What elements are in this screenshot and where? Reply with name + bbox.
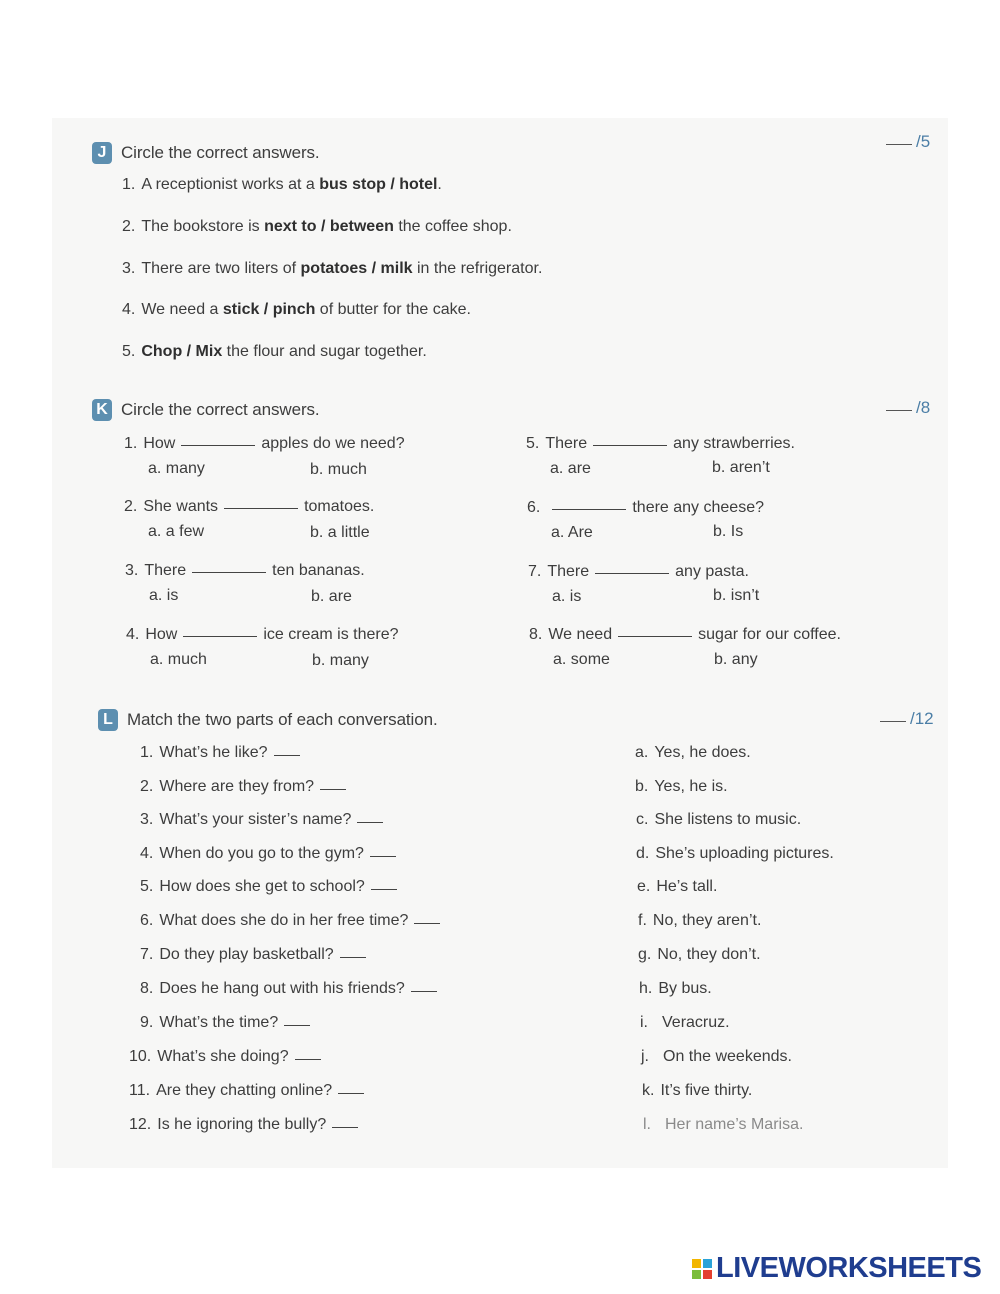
item-text: any pasta.: [675, 563, 749, 580]
section-k-header: [92, 399, 320, 421]
match-blank[interactable]: [357, 822, 383, 823]
k-item-1-option-a[interactable]: a. many: [148, 460, 205, 477]
k-item-4: [126, 626, 399, 644]
question-text: Do they play basketball?: [159, 946, 334, 963]
answer-text: She listens to music.: [654, 811, 802, 828]
item-number: 11.: [129, 1082, 151, 1099]
k-item-2-option-b[interactable]: b. a little: [310, 524, 370, 541]
question-text: What’s she doing?: [157, 1048, 289, 1065]
j-item-1: [122, 176, 442, 194]
item-number: 7.: [140, 946, 154, 963]
liveworksheets-logo: [692, 1252, 981, 1285]
item-text: There are two liters of: [141, 260, 301, 277]
question-text: Where are they from?: [159, 778, 315, 795]
item-number: 5.: [140, 878, 154, 895]
match-blank[interactable]: [295, 1059, 321, 1060]
item-number: 7.: [528, 563, 542, 580]
question-text: Is he ignoring the bully?: [157, 1116, 327, 1133]
score-blank[interactable]: [886, 144, 912, 145]
item-number: 4.: [126, 626, 140, 643]
k-item-7: [528, 563, 749, 581]
section-l-badge: L: [98, 709, 118, 731]
section-j-badge: J: [92, 142, 112, 164]
question-text: How does she get to school?: [159, 878, 365, 895]
item-text: There: [547, 563, 590, 580]
answer-text: No, they don’t.: [657, 946, 761, 963]
answer-blank[interactable]: [192, 572, 266, 573]
answer-letter: b.: [635, 778, 649, 795]
answer-text: On the weekends.: [663, 1048, 792, 1065]
answer-letter: i.: [640, 1014, 648, 1031]
k-item-4-option-b[interactable]: b. many: [312, 652, 369, 669]
item-number: 4.: [140, 845, 154, 862]
k-item-3-option-a[interactable]: a. is: [149, 587, 179, 604]
l-question-11: [129, 1082, 364, 1100]
item-text: We need a: [141, 301, 223, 318]
answer-choices[interactable]: stick / pinch: [222, 301, 316, 318]
section-k-badge: K: [92, 399, 112, 421]
section-j-score: [886, 132, 930, 152]
section-k-instruction: Circle the correct answers.: [121, 400, 320, 419]
l-question-10: [129, 1048, 321, 1066]
answer-text: It’s five thirty.: [660, 1082, 753, 1099]
l-answer-f: [638, 912, 761, 930]
item-text: the flour and sugar together.: [222, 343, 427, 360]
answer-choices[interactable]: potatoes / milk: [300, 260, 413, 277]
section-j-instruction: Circle the correct answers.: [121, 143, 320, 162]
score-blank[interactable]: [886, 410, 912, 411]
l-answer-b: [635, 778, 728, 796]
l-answer-a: [635, 744, 751, 762]
k-item-6-option-a[interactable]: a. Are: [551, 524, 593, 541]
j-item-3: [122, 260, 542, 278]
k-item-5-option-b[interactable]: b. aren’t: [712, 459, 770, 476]
answer-text: She’s uploading pictures.: [655, 845, 834, 862]
k-item-7-option-a[interactable]: a. is: [552, 588, 582, 605]
item-number: 12.: [129, 1116, 152, 1133]
logo-text: LIVEWORKSHEETS: [716, 1252, 982, 1284]
answer-letter: k.: [642, 1082, 655, 1099]
l-answer-c: [636, 811, 801, 829]
item-number: 10.: [129, 1048, 152, 1065]
l-answer-k: [642, 1082, 752, 1100]
section-k-score: [886, 398, 930, 418]
section-l-score: [880, 709, 934, 729]
l-answer-e: [637, 878, 717, 896]
answer-blank[interactable]: [595, 573, 669, 574]
l-answer-g: [638, 946, 761, 964]
item-text: .: [437, 176, 442, 193]
l-question-6: [140, 912, 440, 930]
answer-blank[interactable]: [224, 508, 298, 509]
l-question-8: [140, 980, 437, 998]
answer-letter: g.: [638, 946, 652, 963]
match-blank[interactable]: [340, 957, 366, 958]
item-number: 2.: [124, 498, 138, 515]
answer-blank[interactable]: [593, 445, 667, 446]
item-number: 1.: [124, 435, 138, 452]
match-blank[interactable]: [414, 923, 440, 924]
item-number: 9.: [140, 1014, 154, 1031]
match-blank[interactable]: [338, 1093, 364, 1094]
item-number: 5.: [526, 435, 540, 452]
l-question-5: [140, 878, 397, 896]
answer-letter: f.: [638, 912, 647, 929]
answer-text: Yes, he is.: [654, 778, 728, 795]
item-text: in the refrigerator.: [412, 260, 543, 277]
answer-letter: c.: [636, 811, 649, 828]
answer-letter: a.: [635, 744, 649, 761]
section-k-score-total: /8: [916, 398, 931, 417]
k-item-6-option-b[interactable]: b. Is: [713, 523, 744, 540]
l-answer-h: [639, 980, 712, 998]
section-j-header: [92, 142, 320, 164]
k-item-8-option-a[interactable]: a. some: [553, 651, 610, 668]
question-text: What’s your sister’s name?: [159, 811, 352, 828]
item-number: 1.: [122, 176, 136, 193]
answer-text: Veracruz.: [662, 1014, 730, 1031]
l-question-12: [129, 1116, 358, 1134]
answer-choices[interactable]: Chop / Mix: [141, 343, 223, 360]
answer-letter: l.: [643, 1116, 651, 1133]
k-item-5-option-a[interactable]: a. are: [550, 460, 591, 477]
k-item-1-option-b[interactable]: b. much: [310, 461, 367, 478]
answer-text: He’s tall.: [656, 878, 718, 895]
question-text: When do you go to the gym?: [159, 845, 364, 862]
l-answer-i: [640, 1014, 730, 1032]
answer-text: Her name’s Marisa.: [665, 1116, 804, 1133]
item-number: 8.: [529, 626, 543, 643]
item-number: 2.: [140, 778, 154, 795]
l-answer-d: [636, 845, 834, 863]
k-item-3: [125, 562, 365, 580]
k-item-2: [124, 498, 374, 516]
item-number: 3.: [125, 562, 139, 579]
logo-mark-icon: [692, 1259, 712, 1279]
question-text: What’s he like?: [159, 744, 268, 761]
item-text: tomatoes.: [304, 498, 375, 515]
l-answer-l: [643, 1116, 803, 1134]
l-question-9: [140, 1014, 310, 1032]
question-text: What does she do in her free time?: [159, 912, 409, 929]
item-text: How: [143, 435, 176, 452]
item-number: 2.: [122, 218, 136, 235]
answer-text: By bus.: [658, 980, 712, 997]
answer-blank[interactable]: [181, 445, 255, 446]
item-number: 5.: [122, 343, 136, 360]
question-text: What’s the time?: [159, 1014, 279, 1031]
score-blank[interactable]: [880, 721, 906, 722]
item-text: We need: [548, 626, 613, 643]
k-item-2-option-a[interactable]: a. a few: [148, 523, 205, 540]
k-item-4-option-a[interactable]: a. much: [150, 651, 207, 668]
match-blank[interactable]: [320, 789, 346, 790]
l-question-1: [140, 744, 300, 762]
item-number: 6.: [527, 499, 541, 516]
answer-choices[interactable]: bus stop / hotel: [319, 176, 438, 193]
section-j-score-total: /5: [916, 132, 931, 151]
item-text: How: [145, 626, 178, 643]
j-item-4: [122, 301, 471, 319]
section-l-header: [98, 709, 438, 731]
answer-letter: h.: [639, 980, 653, 997]
match-blank[interactable]: [332, 1127, 358, 1128]
question-text: Are they chatting online?: [156, 1082, 333, 1099]
item-text: apples do we need?: [261, 435, 405, 452]
match-blank[interactable]: [371, 889, 397, 890]
section-l-score-total: /12: [910, 709, 934, 728]
j-item-5: [122, 343, 427, 361]
item-text: There: [545, 435, 588, 452]
item-text: ten bananas.: [272, 562, 365, 579]
item-text: any strawberries.: [673, 435, 795, 452]
match-blank[interactable]: [370, 856, 396, 857]
item-text: A receptionist works at a: [141, 176, 320, 193]
answer-letter: j.: [641, 1048, 649, 1065]
item-number: 3.: [122, 260, 136, 277]
item-text: She wants: [143, 498, 219, 515]
item-text: ice cream is there?: [263, 626, 399, 643]
l-answer-j: [641, 1048, 792, 1066]
item-text: the coffee shop.: [393, 218, 512, 235]
item-text: there any cheese?: [632, 499, 764, 516]
match-blank[interactable]: [411, 991, 437, 992]
answer-choices[interactable]: next to / between: [264, 218, 394, 235]
k-item-5: [526, 435, 795, 453]
k-item-8: [529, 626, 841, 644]
item-text: The bookstore is: [141, 218, 265, 235]
k-item-1: [124, 435, 405, 453]
l-question-7: [140, 946, 366, 964]
l-question-4: [140, 845, 396, 863]
answer-letter: d.: [636, 845, 650, 862]
answer-text: Yes, he does.: [654, 744, 751, 761]
item-text: of butter for the cake.: [315, 301, 471, 318]
answer-letter: e.: [637, 878, 651, 895]
match-blank[interactable]: [274, 755, 300, 756]
l-question-2: [140, 778, 346, 796]
item-number: 1.: [140, 744, 154, 761]
item-number: 8.: [140, 980, 154, 997]
answer-text: No, they aren’t.: [652, 912, 762, 929]
k-item-3-option-b[interactable]: b. are: [311, 588, 352, 605]
k-item-7-option-b[interactable]: b. isn’t: [713, 587, 760, 604]
answer-blank[interactable]: [618, 636, 692, 637]
answer-blank[interactable]: [552, 509, 626, 510]
item-number: 4.: [122, 301, 136, 318]
answer-blank[interactable]: [183, 636, 257, 637]
item-number: 6.: [140, 912, 154, 929]
item-text: There: [144, 562, 187, 579]
section-l-instruction: Match the two parts of each conversation.: [127, 710, 438, 729]
match-blank[interactable]: [284, 1025, 310, 1026]
item-number: 3.: [140, 811, 154, 828]
item-text: sugar for our coffee.: [698, 626, 841, 643]
l-question-3: [140, 811, 383, 829]
k-item-8-option-b[interactable]: b. any: [714, 651, 758, 668]
k-item-6: [527, 499, 764, 517]
question-text: Does he hang out with his friends?: [159, 980, 405, 997]
j-item-2: [122, 218, 512, 236]
